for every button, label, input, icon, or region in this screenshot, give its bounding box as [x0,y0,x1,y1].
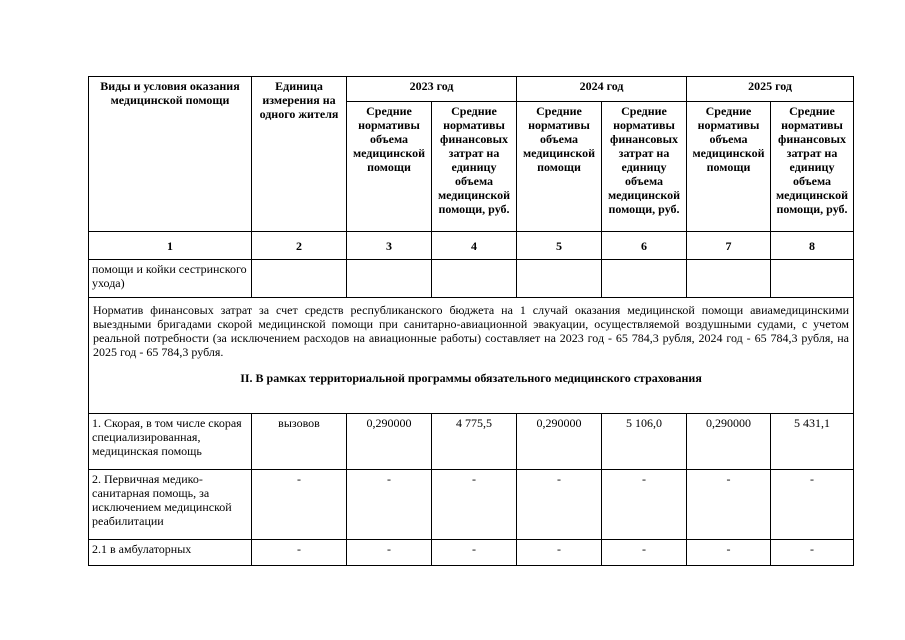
header-year-2024: 2024 год [517,77,687,102]
empty-cell [602,260,687,298]
header-volume-2025: Средние нормативы объема медицинской помощи [687,102,771,232]
column-number: 3 [347,232,432,260]
column-number: 1 [89,232,252,260]
row-label: 2. Первичная медико-санитарная помощь, за исключением медицинской реабилитации [89,470,252,540]
row-value: - [687,540,771,566]
row-value: - [602,470,687,540]
row-unit: - [252,470,347,540]
table-row [89,470,854,540]
row-value: - [771,470,854,540]
row-value: 0,290000 [687,414,771,470]
row-value: 5 106,0 [602,414,687,470]
row-value: - [517,540,602,566]
table-row [89,540,854,566]
note-text: Норматив финансовых затрат за счет средств республиканского бюджета на 1 случай оказания медицинской помощи авиамедицинскими выездными бригадами скорой медицинской помощи при санитарно-авиационной эвакуации, осуществляемой воздушными судами, с учетом реальной потребности (за исключением расходов на авиационные работы) составляет на 2023 год - 65 784,3 рубля, 2024 год - 65 784,3 рубля, на 2025 год - 65 784,3 рубля. [93,303,849,359]
row-value: 5 431,1 [771,414,854,470]
header-cost-2023: Средние нормативы финансовых затрат на единицу объема медицинской помощи, руб. [432,102,517,232]
row-value: 4 775,5 [432,414,517,470]
note-row [89,298,854,414]
row-value: - [771,540,854,566]
header-volume-2023: Средние нормативы объема медицинской помощи [347,102,432,232]
empty-cell [347,260,432,298]
row-value: - [602,540,687,566]
header-unit: Единица измерения на одного жителя [252,77,347,232]
empty-cell [432,260,517,298]
header-type-of-care: Виды и условия оказания медицинской помощи [89,77,252,232]
header-year-2023: 2023 год [347,77,517,102]
column-number: 8 [771,232,854,260]
row-value: - [517,470,602,540]
header-cost-2024: Средние нормативы финансовых затрат на единицу объема медицинской помощи, руб. [602,102,687,232]
column-number-row [89,232,854,260]
empty-cell [517,260,602,298]
header-cost-2025: Средние нормативы финансовых затрат на единицу объема медицинской помощи, руб. [771,102,854,232]
row-unit: вызовов [252,414,347,470]
header-year-2025: 2025 год [687,77,854,102]
table-row [89,260,854,298]
header-volume-2024: Средние нормативы объема медицинской помощи [517,102,602,232]
table-row [89,414,854,470]
column-number: 4 [432,232,517,260]
empty-cell [252,260,347,298]
tariff-table [88,76,854,566]
row-value: - [432,470,517,540]
section-title: II. В рамках территориальной программы обязательного медицинского страхования [240,371,702,385]
row-value: 0,290000 [517,414,602,470]
column-number: 6 [602,232,687,260]
column-number: 2 [252,232,347,260]
empty-cell [687,260,771,298]
row-unit: - [252,540,347,566]
note-cell [89,298,854,414]
row-label: помощи и койки сестринского ухода) [89,260,252,298]
column-number: 7 [687,232,771,260]
row-label: 1. Скорая, в том числе скорая специализированная, медицинская помощь [89,414,252,470]
column-number: 5 [517,232,602,260]
row-value: 0,290000 [347,414,432,470]
empty-cell [771,260,854,298]
row-label: 2.1 в амбулаторных [89,540,252,566]
row-value: - [347,470,432,540]
row-value: - [687,470,771,540]
row-value: - [347,540,432,566]
row-value: - [432,540,517,566]
